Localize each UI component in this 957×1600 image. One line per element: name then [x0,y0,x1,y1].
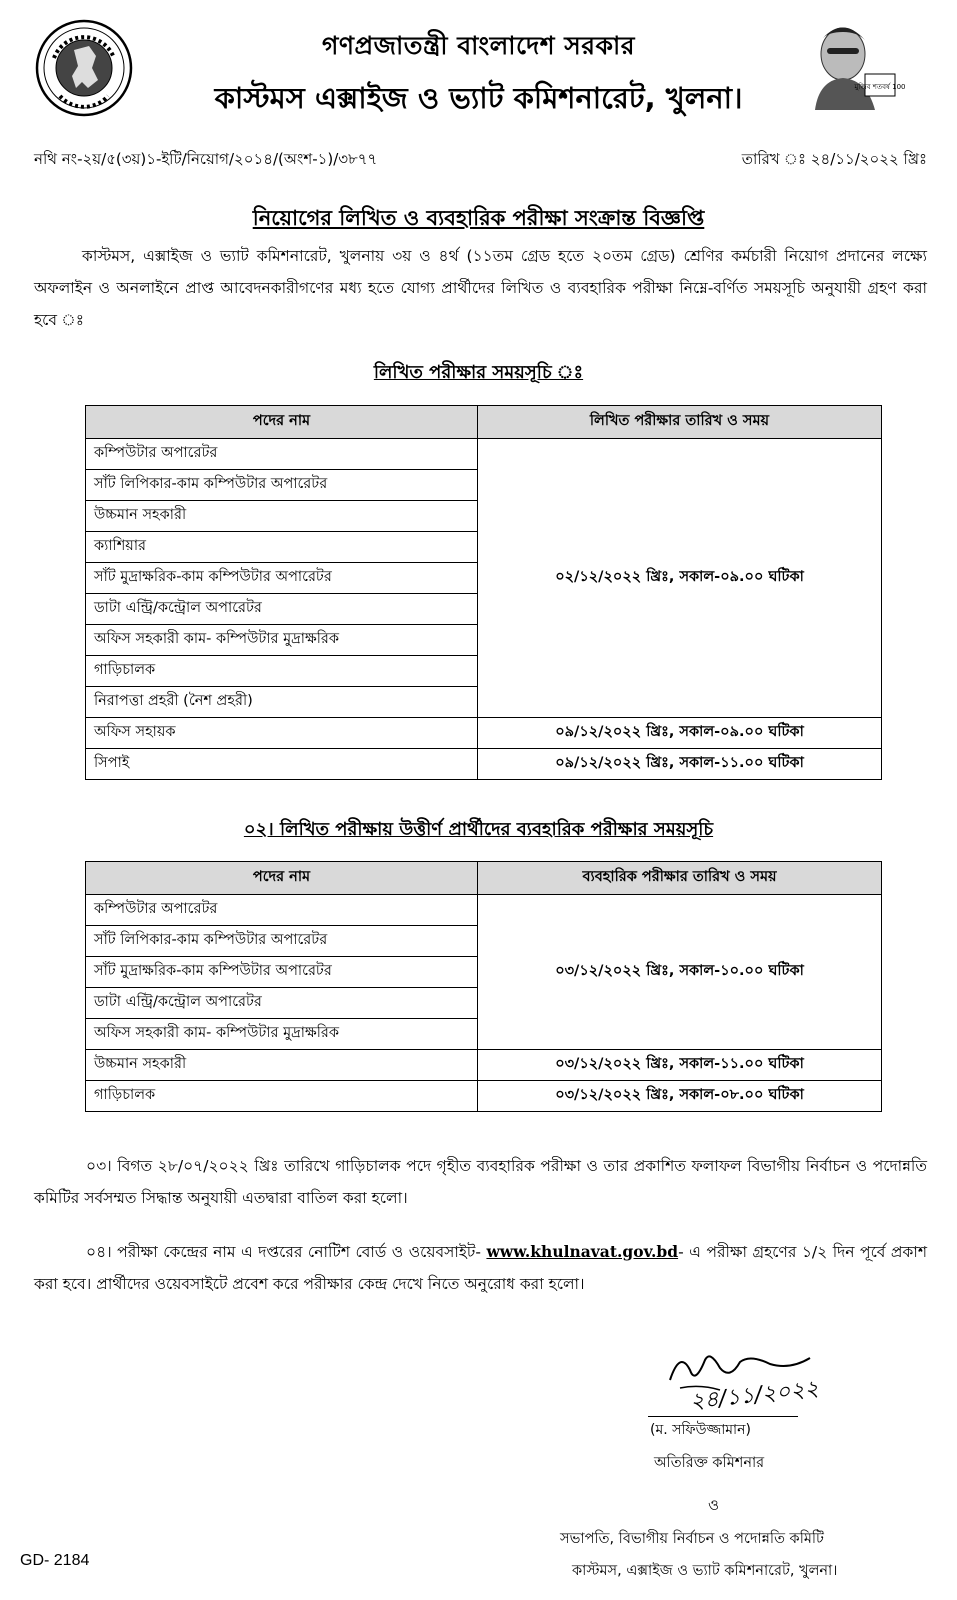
footer-code: GD- 2184 [20,1552,90,1569]
signatory-name: (ম. সফিউজ্জামান) [650,1422,751,1438]
table-row [86,749,882,780]
post-cell: কম্পিউটার অপারেটর [86,439,478,470]
intro-paragraph: কাস্টমস, এক্সাইজ ও ভ্যাট কমিশনারেট, খুলনায় ৩য় ও ৪র্থ (১১তম গ্রেড হতে ২০তম গ্রেড) শ্রেণির কর্মচারী নিয়োগ প্রদানের লক্ষ্যে অফলাইন ও অনলাইনে প্রাপ্ত আবেদনকারীগণের মধ্য হতে যোগ্য প্রার্থীদের লিখিত ও ব্যবহারিক পরীক্ষা নিম্নে-বর্ণিত সময়সূচি অনুযায়ী গ্রহণ করা হবে ঃ [34,247,927,329]
post-cell: অফিস সহকারী কাম- কম্পিউটার মুদ্রাক্ষরিক [86,625,478,656]
column-header-post: পদের নাম [86,406,478,439]
government-seal-logo [34,18,134,118]
group-time-cell: ০২/১২/২০২২ খ্রিঃ, সকাল-০৯.০০ ঘটিকা [478,439,882,718]
exam-center-paragraph [34,1236,927,1300]
cancellation-paragraph: ০৩। বিগত ২৮/০৭/২০২২ খ্রিঃ তারিখে গাড়িচালক পদে গৃহীত ব্যবহারিক পরীক্ষা ও তার প্রকাশিত ফলাফল বিভাগীয় নির্বাচন ও পদোন্নতি কমিটির সর্বসম্মত সিদ্ধান্ত অনুযায়ী এতদ্বারা বাতিল করা হলো। [34,1157,927,1207]
table-row [86,718,882,749]
post-cell: কম্পিউটার অপারেটর [86,895,478,926]
signature-date: ২৪/১১/২০২২ [688,1376,821,1415]
table-header-row [86,406,882,439]
post-cell: সাঁট মুদ্রাক্ষরিক-কাম কম্পিউটার অপারেটর [86,563,478,594]
post-cell: ডাটা এন্ট্রি/কন্ট্রোল অপারেটর [86,594,478,625]
written-schedule-heading: লিখিত পরীক্ষার সময়সূচি ঃ [373,362,584,383]
time-cell: ০৯/১২/২০২২ খ্রিঃ, সকাল-১১.০০ ঘটিকা [478,749,882,780]
written-exam-table [85,405,882,780]
post-cell: উচ্চমান সহকারী [86,1050,478,1081]
government-title: গণপ্রজাতন্ত্রী বাংলাদেশ সরকার [322,31,635,60]
post-cell: সাঁট লিপিকার-কাম কম্পিউটার অপারেটর [86,470,478,501]
signatory-role: সভাপতি, বিভাগীয় নির্বাচন ও পদোন্নতি কমিটি [560,1531,824,1547]
post-cell: সাঁট মুদ্রাক্ষরিক-কাম কম্পিউটার অপারেটর [86,957,478,988]
table-row [86,895,882,926]
notice-title: নিয়োগের লিখিত ও ব্যবহারিক পরীক্ষা সংক্রান্ত বিজ্ঞপ্তি [252,206,705,230]
signatory-and: ও [708,1496,720,1514]
issue-date: তারিখ ঃ ২৪/১১/২০২২ খ্রিঃ [741,150,927,168]
written-schedule-heading-wrap [0,358,957,389]
post-cell: নিরাপত্তা প্রহরী (নৈশ প্রহরী) [86,687,478,718]
mujib-100-logo [805,18,925,110]
memo-number: নথি নং-২য়/৫(৩য়)১-ইটি/নিয়োগ/২০১৪/(অংশ-১)/৩৮৭৭ [34,150,378,168]
practical-schedule-heading: ০২। লিখিত পরীক্ষায় উত্তীর্ণ প্রার্থীদের ব্যবহারিক পরীক্ষার সময়সূচি [243,819,714,840]
post-cell: ডাটা এন্ট্রি/কন্ট্রোল অপারেটর [86,988,478,1019]
post-cell: গাড়িচালক [86,656,478,687]
exam-center-text-before: ০৪। পরীক্ষা কেন্দ্রের নাম এ দপ্তরের নোটিশ বোর্ড ও ওয়েবসাইট- [86,1243,487,1261]
signatory-office: কাস্টমস, এক্সাইজ ও ভ্যাট কমিশনারেট, খুলনা। [572,1563,838,1579]
table-row [86,1081,882,1112]
signatory-title: অতিরিক্ত কমিশনার [654,1455,765,1471]
time-cell: ০৯/১২/২০২২ খ্রিঃ, সকাল-০৯.০০ ঘটিকা [478,718,882,749]
post-cell: ক্যাশিয়ার [86,532,478,563]
table-row [86,1050,882,1081]
practical-schedule-heading-wrap [0,815,957,846]
notice-title-wrap [0,202,957,237]
post-cell: সাঁট লিপিকার-কাম কম্পিউটার অপারেটর [86,926,478,957]
post-cell: গাড়িচালক [86,1081,478,1112]
table-header-row [86,862,882,895]
mujib-100-logo-text: মুজিব শতবর্ষ 100 [854,83,906,91]
group-time-cell: ০৩/১২/২০২২ খ্রিঃ, সকাল-১০.০০ ঘটিকা [478,895,882,1050]
exam-center-text-after: - এ পরীক্ষা গ্রহণের ১/২ দিন পূর্বে প্রকাশ করা হবে। প্রার্থীদের ওয়েবসাইটে প্রবেশ করে পরীক্ষার কেন্দ্র দেখে নিতে অনুরোধ করা হলো। [34,1243,927,1293]
post-cell: উচ্চমান সহকারী [86,501,478,532]
signature-line [648,1416,798,1417]
column-header-post: পদের নাম [86,862,478,895]
post-cell: অফিস সহকারী কাম- কম্পিউটার মুদ্রাক্ষরিক [86,1019,478,1050]
column-header-time: ব্যবহারিক পরীক্ষার তারিখ ও সময় [478,862,882,895]
column-header-time: লিখিত পরীক্ষার তারিখ ও সময় [478,406,882,439]
post-cell: অফিস সহায়ক [86,718,478,749]
post-cell: সিপাই [86,749,478,780]
practical-exam-table [85,861,882,1112]
office-title: কাস্টমস এক্সাইজ ও ভ্যাট কমিশনারেট, খুলনা। [214,81,743,115]
time-cell: ০৩/১২/২০২২ খ্রিঃ, সকাল-১১.০০ ঘটিকা [478,1050,882,1081]
website-link[interactable]: www.khulnavat.gov.bd [486,1242,679,1261]
table-row [86,439,882,470]
time-cell: ০৩/১২/২০২২ খ্রিঃ, সকাল-০৮.০০ ঘটিকা [478,1081,882,1112]
